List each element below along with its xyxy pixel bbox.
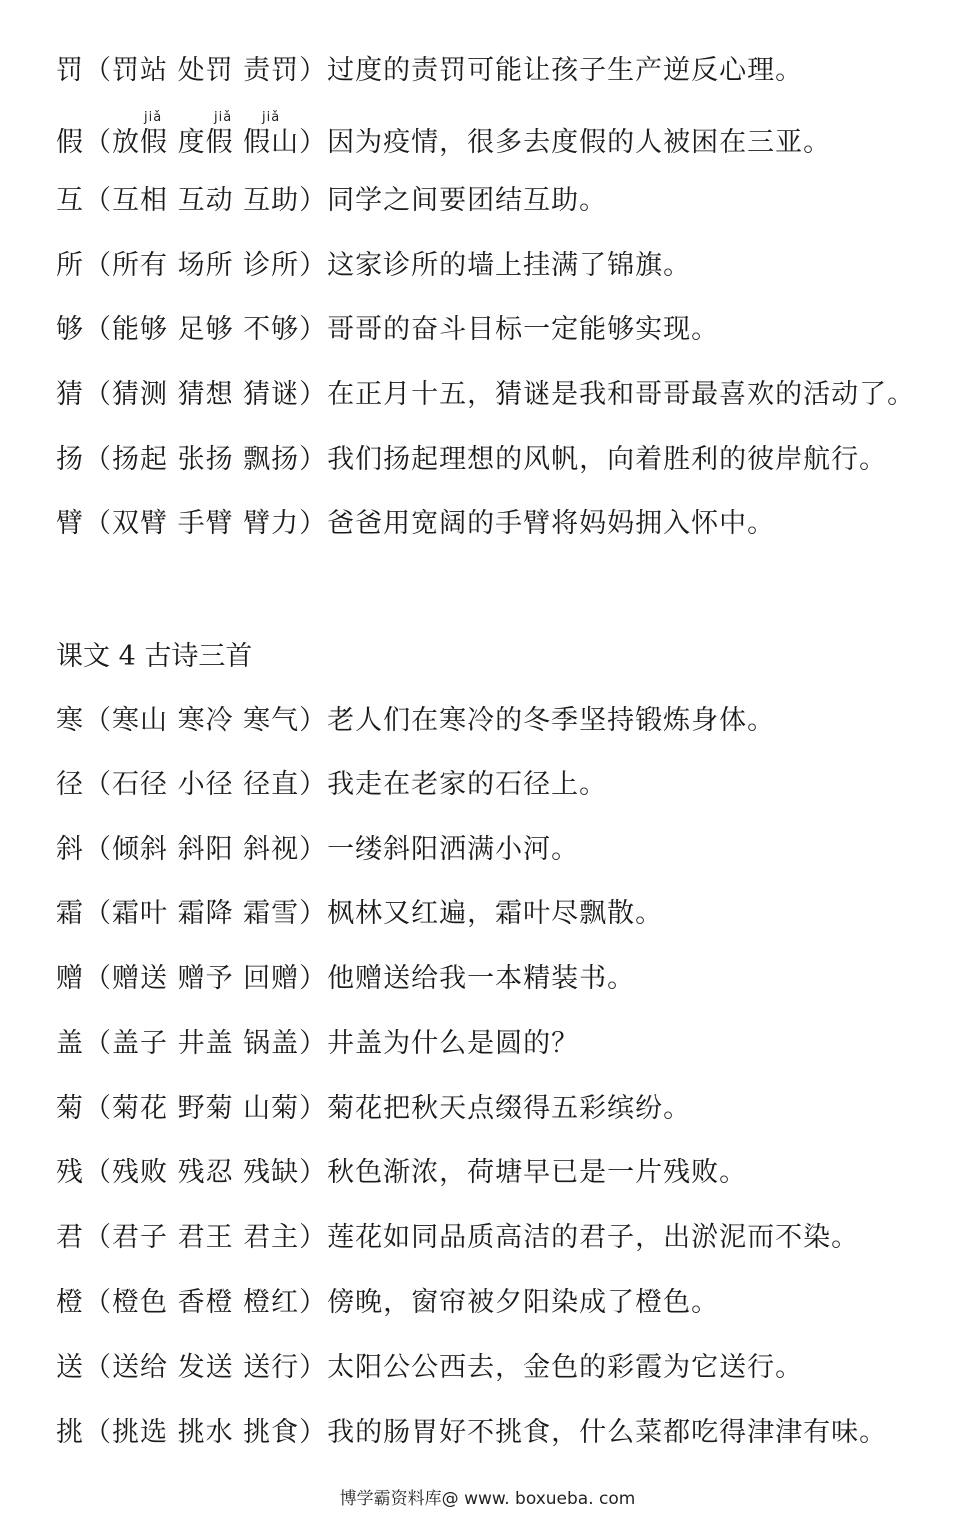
vocab-line-jun: 君（君子 君王 君主）莲花如同品质高洁的君子，出淤泥而不染。 [56,1222,860,1253]
vocab-line-xie: 斜（倾斜 斜阳 斜视）一缕斜阳洒满小河。 [56,834,580,865]
vocab-line-gai: 盖（盖子 井盖 锅盖）井盖为什么是圆的？ [56,1028,580,1059]
vocab-line-gou: 够（能够 足够 不够）哥哥的奋斗目标一定能够实现。 [56,314,720,345]
vocab-line-suo: 所（所有 场所 诊所）这家诊所的墙上挂满了锦旗。 [56,250,692,281]
vocab-line-jing: 径（石径 小径 径直）我走在老家的石径上。 [56,769,608,800]
vocab-line-tiao: 挑（挑选 挑水 挑食）我的肠胃好不挑食，什么菜都吃得津津有味。 [56,1417,888,1448]
vocab-line-yang: 扬（扬起 张扬 飘扬）我们扬起理想的风帆，向着胜利的彼岸航行。 [56,444,888,475]
vocab-line-ju: 菊（菊花 野菊 山菊）菊花把秋天点缀得五彩缤纷。 [56,1093,692,1124]
pinyin-jia-3: jiǎ [262,110,281,125]
vocab-line-jia: 假（放假 度假 假山）因为疫情，很多去度假的人被困在三亚。 [56,127,832,158]
vocab-line-zeng: 赠（赠送 赠予 回赠）他赠送给我一本精装书。 [56,963,636,994]
vocab-line-fa: 罚（罚站 处罚 责罚）过度的责罚可能让孩子生产逆反心理。 [56,55,804,86]
pinyin-jia-2: jiǎ [214,110,233,125]
pinyin-jia-1: jiǎ [144,110,163,125]
vocab-line-song: 送（送给 发送 送行）太阳公公西去，金色的彩霞为它送行。 [56,1352,804,1383]
section-title: 课文 4 古诗三首 [56,641,253,672]
footer-watermark: 博学霸资料库@ www. boxueba. com [339,1489,636,1509]
vocab-line-shuang: 霜（霜叶 霜降 霜雪）枫林又红遍，霜叶尽飘散。 [56,898,664,929]
vocab-line-bi: 臂（双臂 手臂 臂力）爸爸用宽阔的手臂将妈妈拥入怀中。 [56,508,776,539]
vocab-line-han: 寒（寒山 寒冷 寒气）老人们在寒冷的冬季坚持锻炼身体。 [56,705,776,736]
vocab-line-cai: 猜（猜测 猜想 猜谜）在正月十五，猜谜是我和哥哥最喜欢的活动了。 [56,379,916,410]
vocab-line-can: 残（残败 残忍 残缺）秋色渐浓，荷塘早已是一片残败。 [56,1157,748,1188]
vocab-line-cheng: 橙（橙色 香橙 橙红）傍晚，窗帘被夕阳染成了橙色。 [56,1287,720,1318]
vocab-line-hu: 互（互相 互动 互助）同学之间要团结互助。 [56,185,608,216]
